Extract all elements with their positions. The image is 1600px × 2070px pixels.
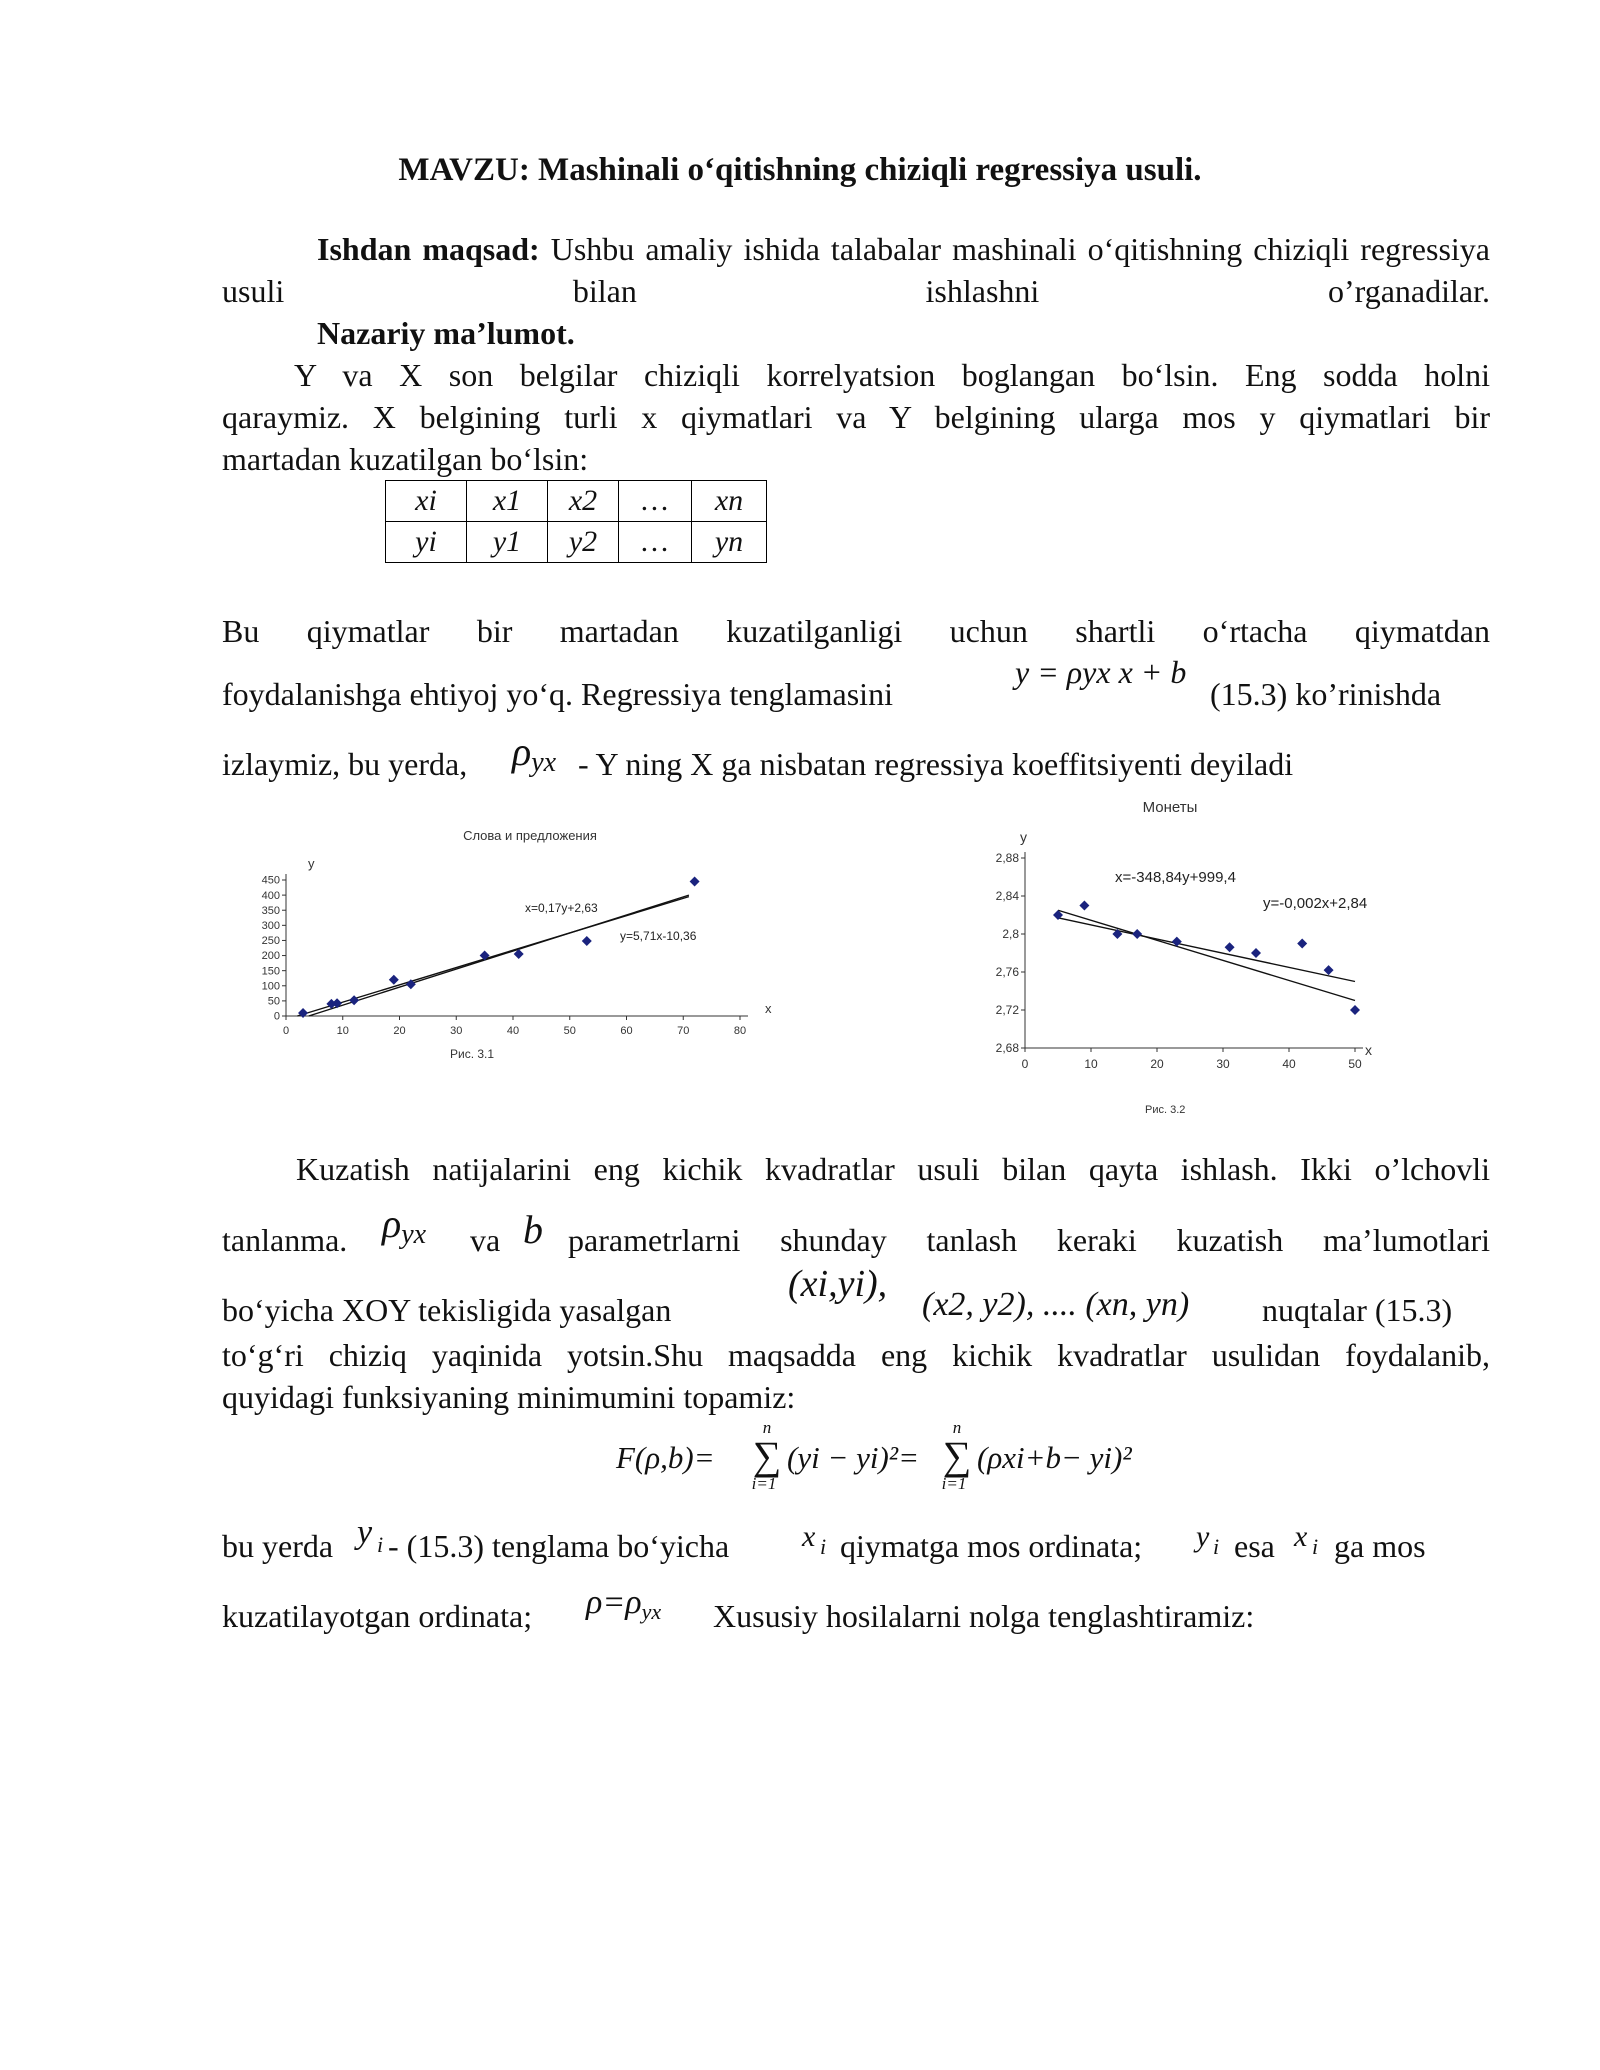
x-tick-label: 40	[1282, 1057, 1296, 1071]
y-tick-label: 150	[261, 965, 280, 978]
para3-line2b: parametrlarni shunday tanlash keraki kuzatish ma’lumotlari	[568, 1222, 1490, 1258]
data-point	[1324, 965, 1334, 975]
data-point	[1350, 1005, 1360, 1015]
y-tick-label: 100	[261, 980, 280, 993]
table-cell: yn	[692, 522, 767, 563]
table-row	[386, 481, 767, 522]
para3-line5: quyidagi funksiyaning minimumini topamiz:	[222, 1379, 796, 1415]
table-cell: xn	[692, 481, 767, 522]
data-point	[389, 975, 399, 985]
x-tick-label: 30	[1216, 1057, 1230, 1071]
table-cell: …	[619, 522, 692, 563]
x-tick-label: 80	[733, 1025, 747, 1037]
trendline-label: y=-0,002x+2,84	[1263, 895, 1368, 912]
points-2-n: (x2, y2), .... (xn, yn)	[922, 1286, 1190, 1323]
formula-F-sum1: (yi − yi)²=	[787, 1440, 920, 1475]
y-axis-label: y	[1020, 829, 1027, 845]
para3-line2a: tanlanma.	[222, 1222, 348, 1258]
rho-symbol: ρyx	[512, 729, 557, 778]
para2-line3b: - Y ning X ga nisbatan regressiya koeffitsiyenti deyiladi	[578, 746, 1294, 782]
para3-line1: Kuzatish natijalarini eng kichik kvadratlar usuli bilan qayta ishlash. Ikki o’lchovli	[296, 1151, 1490, 1187]
goal-paragraph-line1	[222, 228, 1490, 312]
data-point	[1225, 942, 1235, 952]
x-tick-label: 60	[620, 1025, 633, 1037]
x-tick-label: 20	[393, 1025, 406, 1037]
table-row	[386, 522, 767, 563]
data-point	[1079, 901, 1089, 911]
y-tick-label: 50	[267, 995, 280, 1008]
x-tick-label: 10	[1084, 1057, 1098, 1071]
y-tick-label: 250	[261, 935, 280, 948]
y-tick-label: 2,68	[995, 1041, 1019, 1055]
para1-line2: qaraymiz. X belgining turli x qiymatlari va Y belgining ularga mos y qiymatlari bir	[222, 399, 1490, 435]
trendline	[1058, 918, 1355, 982]
para3-line3b: nuqtalar (15.3)	[1262, 1292, 1453, 1328]
goal-label: Ishdan maqsad:	[317, 231, 540, 267]
x-tick-label: 30	[450, 1025, 463, 1037]
y-tick-label: 2,84	[995, 889, 1019, 903]
data-point	[349, 995, 359, 1005]
x-axis-label: x	[1365, 1042, 1372, 1058]
formula-F-sum2: (ρxi+b− yi)²	[977, 1440, 1132, 1475]
y-tick-label: 2,88	[995, 851, 1019, 865]
theory-heading: Nazariy ma’lumot.	[317, 315, 575, 351]
para1-line1: Y va X son belgilar chiziqli korrelyatsion boglangan bo‘lsin. Eng sodda holni	[294, 357, 1490, 393]
trendline	[309, 895, 689, 1016]
y-tick-label: 0	[273, 1010, 280, 1023]
rho-symbol: ρyx	[382, 1201, 427, 1250]
formula-F-lhs: F(ρ,b)=	[616, 1440, 715, 1475]
data-point	[582, 936, 592, 946]
trendline-label: x=-348,84y+999,4	[1115, 869, 1236, 886]
x-tick-label: 20	[1150, 1057, 1164, 1071]
y-tick-label: 2,72	[995, 1003, 1019, 1017]
y-tick-label: 2,76	[995, 965, 1019, 979]
x-tick-label: 0	[282, 1025, 290, 1037]
data-point	[690, 877, 700, 887]
x-tick-label: 0	[1021, 1057, 1029, 1071]
para2-line2b: (15.3) ko’rinishda	[1210, 676, 1442, 712]
table-cell: x2	[548, 481, 619, 522]
data-point	[1132, 929, 1142, 939]
chart-monety	[985, 790, 1415, 1120]
trendline-label: x=0,17y+2,63	[525, 901, 598, 915]
table-cell: x1	[467, 481, 548, 522]
para4-line2a: kuzatilayotgan ordinata;	[222, 1598, 533, 1634]
x-axis-label: x	[765, 1001, 772, 1016]
page-title: MAVZU: Mashinali o‘qitishning chiziqli regressiya usuli.	[398, 152, 1202, 188]
x-tick-label: 10	[336, 1025, 349, 1037]
table-cell: yi	[386, 522, 467, 563]
sum-sign-1: n ∑ i=1	[751, 1418, 782, 1493]
data-point	[1251, 948, 1261, 958]
para4-line1: bu yerda y i - (15.3) tenglama bo‘yicha x i qiymatga mos ordinata; y i esa x i ga mos	[222, 1514, 1426, 1564]
para3-line4: to‘g‘ri chiziq yaqinida yotsin.Shu maqsadda eng kichik kvadratlar usulidan foydalanib,	[222, 1337, 1490, 1373]
para2-line1: Bu qiymatlar bir martadan kuzatilganligi uchun shartli o‘rtacha qiymatdan	[222, 613, 1490, 649]
trendline-label: y=5,71x-10,36	[620, 929, 697, 943]
point-1: (xi,yi),	[788, 1263, 888, 1305]
y-axis-label: y	[308, 856, 315, 871]
y-tick-label: 450	[261, 874, 280, 887]
table-cell: xi	[386, 481, 467, 522]
para3-line3a: bo‘yicha XOY tekisligida yasalgan	[222, 1292, 672, 1328]
x-tick-label: 40	[506, 1025, 520, 1037]
sum-sign-2: n ∑ i=1	[941, 1418, 972, 1493]
para1-line3: martadan kuzatilgan bo‘lsin:	[222, 441, 589, 477]
chart-slova	[240, 820, 800, 1070]
regression-formula: y = ρyx x + b	[1015, 654, 1187, 690]
chart-caption: Рис. 3.2	[1145, 1104, 1186, 1116]
x-tick-label: 50	[563, 1025, 576, 1037]
y-tick-label: 2,8	[1002, 927, 1019, 941]
goal-text: Ushbu amaliy ishida talabalar mashinali o‘qitishning chiziqli regressiya usuli bilan ishlashni o’rganadilar.	[222, 231, 1491, 309]
para2-line2a: foydalanishga ehtiyoj yo‘q. Regressiya tenglamasini	[222, 676, 893, 712]
data-point	[332, 998, 342, 1008]
y-tick-label: 200	[261, 950, 280, 963]
xy-table	[385, 480, 767, 563]
chart-caption: Рис. 3.1	[450, 1047, 495, 1061]
y-tick-label: 400	[261, 889, 280, 902]
rho-equals: $\rho=\rho_{yx}$	[586, 1584, 662, 1624]
y-tick-label: 350	[261, 904, 280, 917]
x-tick-label: 50	[1348, 1057, 1362, 1071]
chart-title: Монеты	[1142, 799, 1198, 816]
para2-line3a: izlaymiz, bu yerda,	[222, 746, 468, 782]
x-tick-label: 70	[677, 1025, 690, 1037]
y-tick-label: 300	[261, 920, 280, 932]
trendline	[1058, 910, 1355, 1000]
table-cell: y2	[548, 522, 619, 563]
b-symbol: b	[523, 1207, 543, 1252]
table-cell: …	[619, 481, 692, 522]
va-word: va	[470, 1222, 501, 1258]
table-cell: y1	[467, 522, 548, 563]
data-point	[1297, 939, 1307, 949]
para4-line2b: Xususiy hosilalarni nolga tenglashtiramiz:	[713, 1598, 1255, 1634]
chart-title: Слова и предложения	[463, 828, 597, 843]
